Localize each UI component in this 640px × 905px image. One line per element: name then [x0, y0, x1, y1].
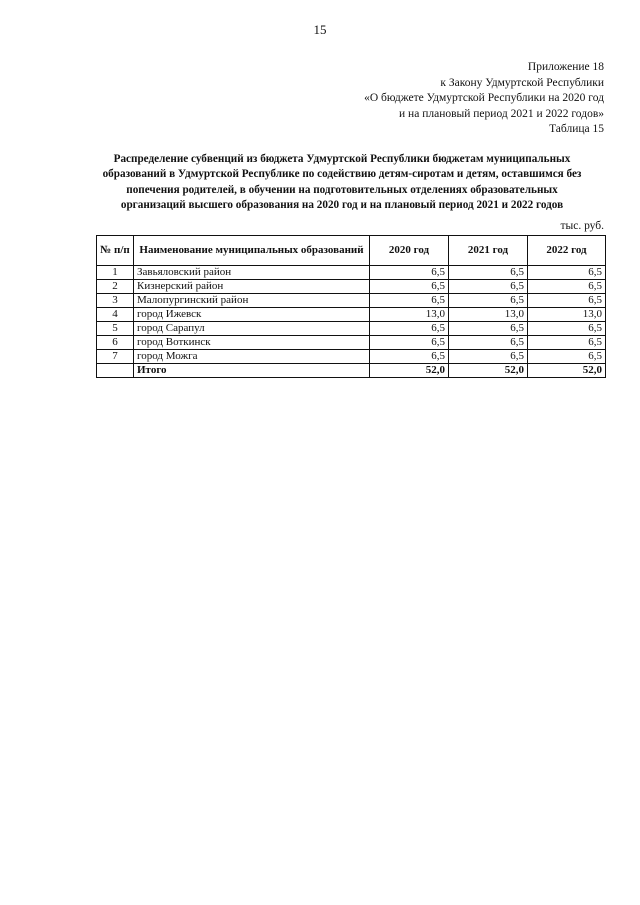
- value-2022: 6,5: [528, 322, 606, 336]
- municipality-name: город Ижевск: [134, 308, 370, 322]
- value-2021: 6,5: [449, 322, 528, 336]
- total-number: [97, 364, 134, 378]
- municipality-name: город Можга: [134, 350, 370, 364]
- value-2022: 6,5: [528, 350, 606, 364]
- value-2020: 6,5: [370, 322, 449, 336]
- municipality-name: Завьяловский район: [134, 266, 370, 280]
- table-label: Таблица 15: [549, 123, 604, 136]
- value-2021: 6,5: [449, 294, 528, 308]
- title-line: Распределение субвенций из бюджета Удмуртской Республики бюджетам муниципальных: [113, 153, 571, 165]
- value-2022: 6,5: [528, 266, 606, 280]
- table-row: [97, 336, 606, 350]
- value-2021: 6,5: [449, 280, 528, 294]
- row-number: 5: [97, 322, 134, 336]
- value-2020: 6,5: [370, 266, 449, 280]
- table-row: [97, 308, 606, 322]
- header-name: Наименование муниципальных образований: [134, 236, 370, 266]
- row-number: 7: [97, 350, 134, 364]
- value-2020: 6,5: [370, 294, 449, 308]
- table-row: [97, 294, 606, 308]
- appendix-line: к Закону Удмуртской Республики: [440, 76, 604, 89]
- row-number: 4: [97, 308, 134, 322]
- value-2021: 6,5: [449, 350, 528, 364]
- municipality-name: город Воткинск: [134, 336, 370, 350]
- header-2020: 2020 год: [370, 236, 449, 266]
- units-label: тыс. руб.: [560, 220, 604, 232]
- title-line: организаций высшего образования на 2020 год и на плановый период 2021 и 2022 годов: [120, 199, 564, 212]
- municipality-name: Малопургинский район: [134, 294, 370, 308]
- value-2021: 6,5: [449, 336, 528, 350]
- value-2020: 6,5: [370, 336, 449, 350]
- municipality-name: город Сарапул: [134, 322, 370, 336]
- value-2022: 6,5: [528, 294, 606, 308]
- appendix-header: [244, 60, 604, 138]
- header-2022: 2022 год: [528, 236, 606, 266]
- appendix-line: и на плановый период 2021 и 2022 годов»: [399, 107, 604, 120]
- header-2021: 2021 год: [449, 236, 528, 266]
- table-row: [97, 322, 606, 336]
- table-header-row: [97, 236, 606, 266]
- value-2020: 6,5: [370, 280, 449, 294]
- value-2020: 13,0: [370, 308, 449, 322]
- municipality-name: Кизнерский район: [134, 280, 370, 294]
- header-num: № п/п: [97, 236, 134, 266]
- table-row: [97, 266, 606, 280]
- appendix-line: Приложение 18: [527, 61, 604, 73]
- total-2022: 52,0: [528, 364, 606, 378]
- row-number: 1: [97, 266, 134, 280]
- row-number: 2: [97, 280, 134, 294]
- total-label: Итого: [134, 364, 370, 378]
- value-2022: 6,5: [528, 280, 606, 294]
- title-line: образований в Удмуртской Республике по содействию детям-сиротам и детям, оставшимся без: [102, 168, 582, 181]
- subvention-table: [96, 235, 606, 378]
- title-line: попечения родителей, в обучении на подготовительных отделениях образовательных: [126, 183, 558, 196]
- total-row: [97, 364, 606, 378]
- row-number: 6: [97, 336, 134, 350]
- value-2021: 6,5: [449, 266, 528, 280]
- value-2022: 13,0: [528, 308, 606, 322]
- page-number: 15: [313, 22, 327, 37]
- document-title: [92, 152, 592, 214]
- row-number: 3: [97, 294, 134, 308]
- value-2020: 6,5: [370, 350, 449, 364]
- value-2021: 13,0: [449, 308, 528, 322]
- total-2020: 52,0: [370, 364, 449, 378]
- table-row: [97, 350, 606, 364]
- total-2021: 52,0: [449, 364, 528, 378]
- table-row: [97, 280, 606, 294]
- value-2022: 6,5: [528, 336, 606, 350]
- appendix-line: «О бюджете Удмуртской Республики на 2020 год: [364, 92, 604, 105]
